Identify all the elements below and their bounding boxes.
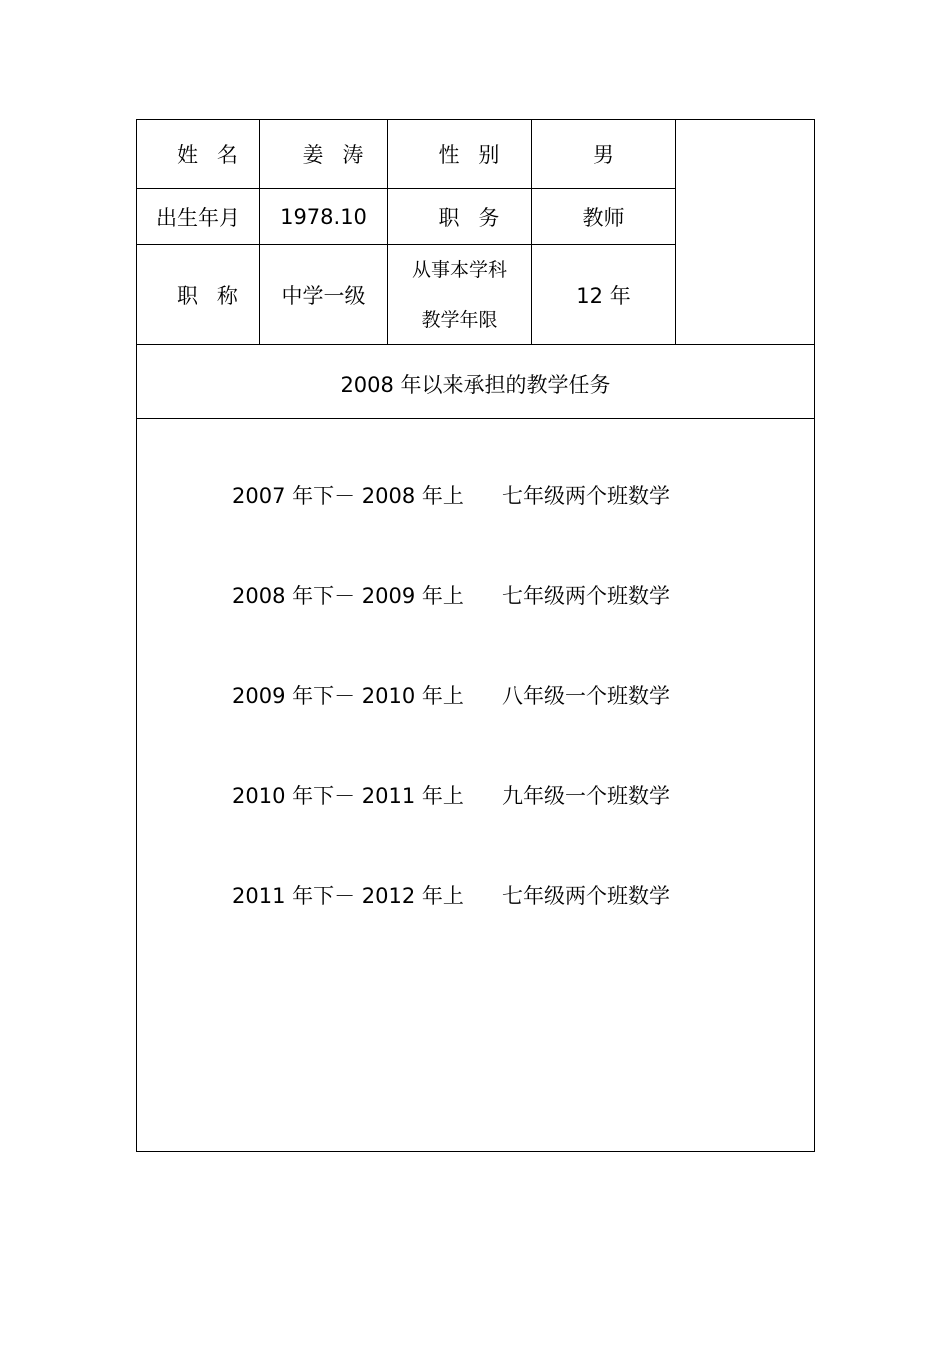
task-row — [232, 580, 670, 610]
gender-label: 性别 — [438, 143, 519, 167]
task-period: 2009 年下－ 2010 年上 — [232, 684, 464, 708]
post-value: 教师 — [582, 205, 625, 230]
tasks-heading: 2008 年以来承担的教学任务 — [340, 372, 611, 397]
task-period: 2011 年下－ 2012 年上 — [232, 884, 464, 908]
post-label: 职务 — [438, 205, 519, 230]
years-value: 12 年 — [576, 283, 631, 308]
task-row — [232, 680, 670, 710]
task-row — [232, 880, 670, 910]
title-label: 职称 — [176, 283, 257, 308]
title-value: 中学一级 — [281, 283, 366, 308]
task-row — [232, 780, 670, 810]
task-period: 2007 年下－ 2008 年上 — [232, 484, 464, 508]
task-period: 2008 年下－ 2009 年上 — [232, 584, 464, 608]
years-label — [388, 245, 531, 344]
birth-value: 1978.10 — [280, 204, 367, 229]
task-content: 九年级一个班数学 — [502, 784, 670, 808]
task-content: 七年级两个班数学 — [502, 884, 670, 908]
task-row — [232, 480, 670, 510]
task-period: 2010 年下－ 2011 年上 — [232, 784, 464, 808]
task-content: 七年级两个班数学 — [502, 484, 670, 508]
task-content: 七年级两个班数学 — [502, 584, 670, 608]
task-content: 八年级一个班数学 — [502, 684, 670, 708]
gender-value: 男 — [593, 143, 614, 167]
teacher-info-form — [136, 119, 815, 1152]
birth-label: 出生年月 — [156, 205, 240, 230]
col4-divider — [675, 120, 676, 344]
name-label: 姓名 — [176, 143, 257, 167]
years-label-line1: 从事本学科 — [411, 258, 507, 281]
name-value: 姜涛 — [302, 143, 383, 167]
years-label-line2: 教学年限 — [421, 308, 498, 331]
